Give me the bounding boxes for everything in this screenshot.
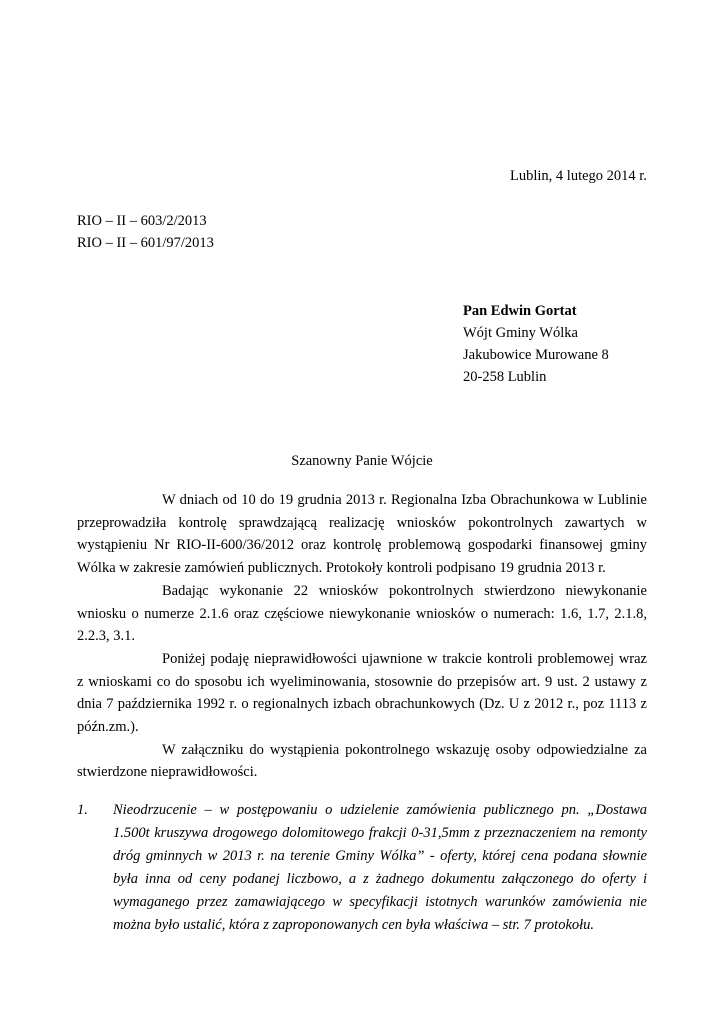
reference-number: RIO – II – 603/2/2013 xyxy=(77,213,207,229)
body-paragraph: W dniach od 10 do 19 grudnia 2013 r. Regionalna Izba Obrachunkowa w Lublinie przeprowadziła kontrolę sprawdzającą realizację wniosków pokontrolnych zawartych w wystąpieniu Nr RIO-II-600/36/2012 oraz kontrolę problemową gospodarki finansowej gminy Wólka w zakresie zamówień publicznych. Protokoły kontroli podpisano 19 grudnia 2013 r. xyxy=(77,492,647,577)
body-paragraph: Poniżej podaję nieprawidłowości ujawnione w trakcie kontroli problemowej wraz z wnioskami co do sposobu ich wyeliminowania, stosownie do przepisów art. 9 ust. 2 ustawy z dnia 7 października 1992 r. o regionalnych izbach obrachunkowych (Dz. U z 2012 r., poz 1113 z późn.zm.). xyxy=(77,650,647,736)
body-paragraph: Badając wykonanie 22 wniosków pokontrolnych stwierdzono niewykonanie wniosku o numerze 2.1.6 oraz częściowe niewykonanie wniosków o numerach: 1.6, 1.7, 2.1.8, 2.2.3, 3.1. xyxy=(77,582,647,645)
finding-number: 1. xyxy=(77,802,88,818)
reference-number: RIO – II – 601/97/2013 xyxy=(77,235,214,251)
reference-numbers xyxy=(77,210,214,254)
recipient-street: Jakubowice Murowane 8 xyxy=(463,347,609,363)
recipient-title: Wójt Gminy Wólka xyxy=(463,325,578,341)
salutation: Szanowny Panie Wójcie xyxy=(291,453,433,469)
findings-list xyxy=(77,799,647,937)
letter-date: Lublin, 4 lutego 2014 r. xyxy=(510,168,647,184)
finding-item xyxy=(77,799,647,937)
body-paragraph: W załączniku do wystąpienia pokontrolnego wskazuję osoby odpowiedzialne za stwierdzone nieprawidłowości. xyxy=(77,741,647,781)
finding-text: Nieodrzucenie – w postępowaniu o udzielenie zamówienia publicznego pn. „Dostawa 1.500t kruszywa drogowego dolomitowego frakcji 0-31,5mm z przeznaczeniem na remonty dróg gminnych w 2013 r. na terenie Gminy Wólka” - oferty, której cena podana słownie była inna od ceny podanej liczbowo, a z żadnego dokumentu załączonego do oferty i wymaganego przez zamawiającego w specyfikacji istotnych warunków zamówienia nie można było ustalić, która z zaproponowanych cen była właściwa – str. 7 protokołu. xyxy=(113,802,647,933)
recipient-name: Pan Edwin Gortat xyxy=(463,303,577,319)
recipient-city: 20-258 Lublin xyxy=(463,369,547,385)
letter-body xyxy=(77,489,647,784)
recipient-address xyxy=(463,300,609,388)
